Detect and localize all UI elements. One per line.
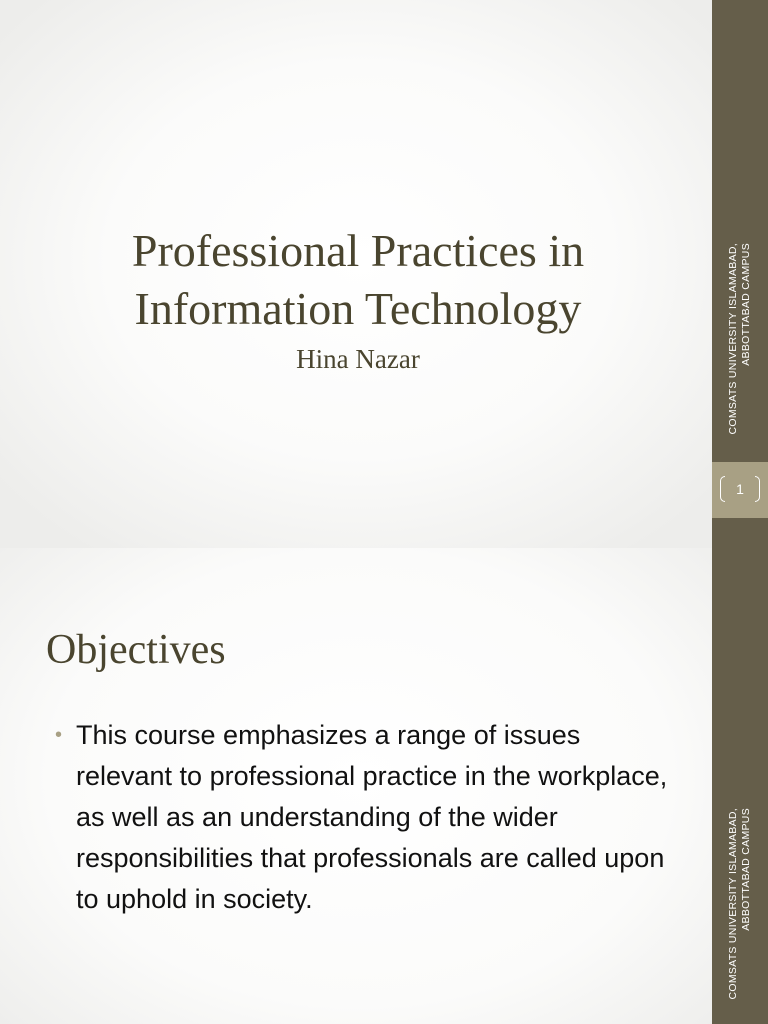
bullet-list xyxy=(55,715,670,920)
page-number-band xyxy=(712,462,768,518)
sidebar-band xyxy=(712,548,768,1024)
objectives-slide xyxy=(0,548,768,1024)
slide-subtitle-author: Hina Nazar xyxy=(296,344,420,374)
slide-heading: Objectives xyxy=(46,627,226,673)
slide-title: Professional Practices in Information Technology xyxy=(131,225,585,334)
page-number: 1 xyxy=(718,476,762,502)
bullet-marker-icon: • xyxy=(55,724,63,746)
sidebar-campus-label: COMSATS UNIVERSITY ISLAMABAD, ABBOTTABAD CAMPUS xyxy=(727,808,752,1000)
bullet-text: This course emphasizes a range of issues relevant to professional practice in the workplace, as well as an understanding of the wider responsibilities that professionals are called upon to uphold in society. xyxy=(76,720,668,914)
sidebar-campus-label: COMSATS UNIVERSITY ISLAMABAD, ABBOTTABAD CAMPUS xyxy=(727,243,752,435)
bullet-item xyxy=(55,715,670,920)
